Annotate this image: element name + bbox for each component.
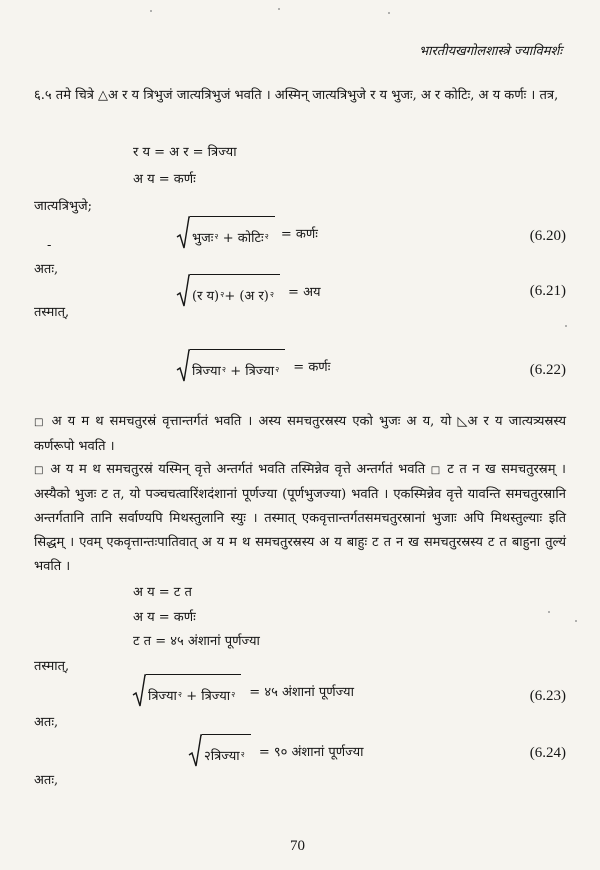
term-ara: + (अ र) xyxy=(224,288,269,304)
definition-line: ट त = ४५ अंशानां पूर्णज्या xyxy=(133,634,260,649)
paragraph-text: अ य म थ समचतुरस्रं वृत्तान्तर्गतं भवति । अस्य समचतुरस्रस्य एको भुजः अ य, यो xyxy=(45,414,458,429)
radicand xyxy=(202,734,251,768)
term-2-trijya: २त्रिज्या xyxy=(204,748,240,764)
equation-6-20 xyxy=(176,216,318,250)
term-bhuja: भुजः xyxy=(192,230,214,246)
equation-number: (6.24) xyxy=(529,745,566,761)
equation-number: (6.21) xyxy=(529,283,566,299)
paragraph-text: अ य म थ समचतुरस्रं यस्मिन् वृत्ते अन्तर्गतं भवति तस्मिन्नेव वृत्ते अन्तर्गतं भवति xyxy=(44,462,431,477)
paragraph-equal-squares xyxy=(34,458,566,579)
equation-rhs: = कर्णः xyxy=(293,360,331,375)
definition-line: अ य = ट त xyxy=(133,585,192,600)
term-trijya: त्रिज्या xyxy=(192,363,221,379)
running-header: भारतीयखगोलशास्त्रे ज्याविमर्शः xyxy=(418,44,562,59)
scan-speck xyxy=(388,12,390,14)
sqrt-sign-icon xyxy=(176,216,190,250)
radical xyxy=(176,274,280,308)
label-tasmat: तस्मात्, xyxy=(34,305,70,320)
sqrt-sign-icon xyxy=(188,734,202,768)
paragraph-text: अ र य जात्यत्र्यस्रस्य कर्णरूपो भवति । xyxy=(34,414,566,454)
scan-speck xyxy=(565,325,567,327)
sqrt-sign-icon xyxy=(176,349,190,383)
exponent: २ xyxy=(221,365,227,374)
equation-rhs: = अय xyxy=(288,285,321,300)
equation-number: (6.23) xyxy=(529,688,566,704)
equation-rhs: = ४५ अंशानां पूर्णज्या xyxy=(249,685,354,700)
radicand xyxy=(190,349,285,383)
label-atah: अतः, xyxy=(34,715,59,730)
equation-6-22 xyxy=(176,349,330,383)
radical xyxy=(176,216,275,250)
term-trijya: + त्रिज्या xyxy=(230,363,275,379)
scan-speck xyxy=(575,620,577,622)
equation-rhs: = कर्णः xyxy=(280,227,318,242)
stray-dash: - xyxy=(47,238,52,253)
equation-rhs: = ९० अंशानां पूर्णज्या xyxy=(258,745,364,760)
label-tasmat: तस्मात्, xyxy=(34,659,70,674)
exponent: २ xyxy=(177,690,183,699)
exponent: २ xyxy=(220,290,225,299)
exponent: २ xyxy=(231,690,236,699)
term-trijya: त्रिज्या xyxy=(148,688,177,704)
term-trijya: + त्रिज्या xyxy=(186,688,231,704)
scan-speck xyxy=(548,611,550,613)
equation-6-21 xyxy=(176,274,321,308)
paragraph-square-side xyxy=(34,410,566,459)
definition-line: अ य = कर्णः xyxy=(133,610,196,625)
equation-6-23 xyxy=(132,674,354,708)
page-number: 70 xyxy=(290,838,305,854)
label-jatya: जात्यत्रिभुजे; xyxy=(34,199,93,214)
label-atah: अतः, xyxy=(34,773,59,788)
paragraph-text: अ र य त्रिभुजं जात्यत्रिभुजं भवति । अस्मिन् जात्यत्रिभुजे र य भुजः, अ र कोटिः, अ य कर्णः । तत्र, xyxy=(108,88,559,103)
term-koti: + कोटिः xyxy=(222,230,264,246)
definition-line: अ य = कर्णः xyxy=(133,172,196,187)
exponent: २ xyxy=(264,232,269,241)
paragraph-triangle-intro xyxy=(34,84,566,108)
square-icon: □ xyxy=(34,417,46,428)
scan-speck xyxy=(150,10,152,12)
equation-number: (6.22) xyxy=(529,362,566,378)
definition-line: र य = अ र = त्रिज्या xyxy=(133,145,237,160)
exponent: २ xyxy=(214,232,219,241)
scan-speck xyxy=(278,8,280,10)
radicand xyxy=(190,274,280,308)
exponent: २ xyxy=(240,750,245,759)
radical xyxy=(188,734,251,768)
term-raya: (र य) xyxy=(192,288,220,304)
square-icon: □ xyxy=(34,465,45,476)
paragraph-text: ६.५ तमे चित्रे xyxy=(34,88,99,103)
radicand xyxy=(146,674,241,708)
label-atah: अतः, xyxy=(34,262,59,277)
exponent: २ xyxy=(269,290,275,299)
radicand xyxy=(190,216,275,250)
paragraph-text: ट त न ख समचतुरस्रम् । अस्यैको भुजः ट त, यो पञ्चचत्वारिंशदंशानां पूर्णज्या (पूर्णभुजज्या) भवति । एकस्मिन्नेव वृत्ते यावन्ति समचतुरस्रानि अन्तर्गतानि तानि सर्वाण्यपि मिथस्तुलानि स्युः । तस्मात् एकवृत्तान्तर्गतसमचतुरस्रानां भुजाः अपि मिथस्तुल्याः इति सिद्धम् । एवम् एकवृत्तान्तःपातिवात् अ य म थ समचतुरस्रस्य अ य बाहुः ट त न ख समचतुरस्रस्य ट त बाहुना तुल्यं भवति । xyxy=(34,462,566,574)
triangle-icon: △ xyxy=(98,88,109,103)
radical xyxy=(132,674,241,708)
square-icon: □ xyxy=(430,465,442,476)
equation-number: (6.20) xyxy=(529,228,566,244)
sqrt-sign-icon xyxy=(176,274,190,308)
exponent: २ xyxy=(275,365,280,374)
equation-6-24 xyxy=(188,734,364,768)
radical xyxy=(176,349,285,383)
right-triangle-icon: ◺ xyxy=(457,414,468,429)
sqrt-sign-icon xyxy=(132,674,146,708)
